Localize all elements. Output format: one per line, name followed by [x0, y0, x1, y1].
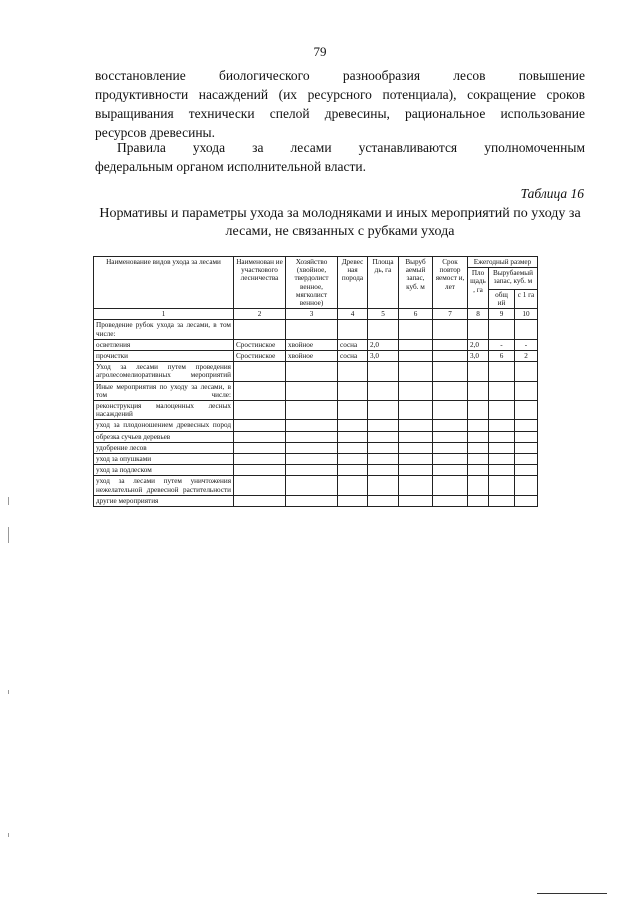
row-care-type: Уход за лесами путем проведения агролесомелиоративных мероприятий: [94, 362, 234, 381]
table-cell: [515, 401, 538, 420]
table-row: [94, 476, 538, 495]
table-cell: [433, 351, 468, 362]
table-row: [94, 442, 538, 453]
table-cell: [368, 362, 399, 381]
table-cell: [433, 431, 468, 442]
table-cell: [286, 320, 338, 339]
row-care-type: уход за подлеском: [94, 465, 234, 476]
table-cell: [234, 495, 286, 506]
care-norms-table: [93, 256, 538, 507]
table-cell: [433, 465, 468, 476]
table-cell: [433, 401, 468, 420]
column-number: 7: [433, 309, 468, 320]
table-cell: [286, 454, 338, 465]
header-tree-species: Древес ная порода: [338, 257, 368, 309]
margin-mark: [8, 833, 9, 837]
table-cell: [286, 495, 338, 506]
table-cell: [338, 381, 368, 400]
table-cell: -: [489, 339, 515, 350]
table-cell: [234, 431, 286, 442]
table-cell: [515, 431, 538, 442]
row-care-type: Проведение рубок ухода за лесами, в том числе:: [94, 320, 234, 339]
table-cell: [338, 401, 368, 420]
table-cell: [399, 420, 433, 431]
table-row: [94, 401, 538, 420]
row-care-type: реконструкция малоценных лесных насаждений: [94, 401, 234, 420]
table-cell: [286, 420, 338, 431]
paragraph-1-line-1: восстановление биологического разнообразия лесов повышение: [95, 68, 585, 83]
table-cell: [433, 339, 468, 350]
table-cell: [433, 495, 468, 506]
header-annual-area: Пло щадь , га: [468, 268, 489, 309]
table-cell: [338, 320, 368, 339]
table-cell: [399, 431, 433, 442]
table-cell: 2: [515, 351, 538, 362]
header-harvest-stock: Выруб аемый запас, куб. м: [399, 257, 433, 309]
margin-mark: [8, 527, 9, 543]
table-cell: [234, 442, 286, 453]
row-care-type: осветления: [94, 339, 234, 350]
margin-mark: [8, 690, 9, 694]
header-harvest-total: общ ий: [489, 289, 515, 308]
header-care-type: Наименование видов ухода за лесами: [94, 257, 234, 309]
table-cell: хвойное: [286, 351, 338, 362]
table-cell: [368, 454, 399, 465]
table-cell: [399, 495, 433, 506]
paragraph-1-line-3: выращивания технически спелой древесины, рациональное использование: [95, 106, 585, 121]
table-cell: [286, 465, 338, 476]
table-cell: [286, 401, 338, 420]
paragraph-2-line-1: Правила ухода за лесами устанавливаются уполномоченным: [117, 140, 585, 155]
table-cell: [468, 476, 489, 495]
table-cell: [368, 495, 399, 506]
table-cell: 3,0: [468, 351, 489, 362]
table-cell: [399, 351, 433, 362]
table-row: [94, 420, 538, 431]
column-number: 1: [94, 309, 234, 320]
table-cell: [338, 431, 368, 442]
table-cell: [234, 362, 286, 381]
table-cell: [338, 362, 368, 381]
table-cell: [489, 454, 515, 465]
table-cell: [368, 442, 399, 453]
column-number: 6: [399, 309, 433, 320]
table-row: [94, 431, 538, 442]
table-cell: [234, 381, 286, 400]
table-cell: [286, 431, 338, 442]
column-number: 2: [234, 309, 286, 320]
table-row: [94, 362, 538, 381]
table-cell: [489, 381, 515, 400]
row-care-type: обрезка сучьев деревьев: [94, 431, 234, 442]
table-title: Нормативы и параметры ухода за молодняками и иных мероприятий по уходу за лесами, не связанных с рубками ухода: [99, 206, 581, 239]
table-cell: [515, 420, 538, 431]
row-care-type: уход за опушками: [94, 454, 234, 465]
table-cell: [368, 476, 399, 495]
column-number: 8: [468, 309, 489, 320]
row-care-type: удобрение лесов: [94, 442, 234, 453]
table-cell: [468, 454, 489, 465]
table-cell: [468, 442, 489, 453]
column-number: 9: [489, 309, 515, 320]
row-care-type: Иные мероприятия по уходу за лесами, в том числе:: [94, 381, 234, 400]
table-body: [94, 320, 538, 507]
table-cell: [489, 476, 515, 495]
table-cell: [515, 495, 538, 506]
table-cell: хвойное: [286, 339, 338, 350]
table-cell: [468, 420, 489, 431]
table-cell: [368, 320, 399, 339]
paragraph-1-line-4: ресурсов древесины.: [95, 125, 216, 140]
table-cell: Сростинское: [234, 339, 286, 350]
table-cell: [234, 320, 286, 339]
table-row: [94, 495, 538, 506]
table-cell: [433, 320, 468, 339]
table-cell: [399, 476, 433, 495]
table-cell: [433, 381, 468, 400]
table-cell: [338, 420, 368, 431]
table-cell: [368, 465, 399, 476]
table-cell: [399, 381, 433, 400]
row-care-type: прочистки: [94, 351, 234, 362]
table-cell: [368, 431, 399, 442]
table-cell: 6: [489, 351, 515, 362]
header-area: Площа дь, га: [368, 257, 399, 309]
table-cell: [515, 465, 538, 476]
table-cell: -: [515, 339, 538, 350]
table-cell: [489, 442, 515, 453]
table-cell: [368, 420, 399, 431]
table-cell: [515, 442, 538, 453]
table-cell: [433, 476, 468, 495]
table-cell: [286, 381, 338, 400]
table-cell: сосна: [338, 339, 368, 350]
table-row: [94, 454, 538, 465]
table-cell: [515, 320, 538, 339]
table-cell: [399, 465, 433, 476]
paragraph-2-line-2: федеральным органом исполнительной власти.: [95, 159, 367, 174]
table-cell: [286, 362, 338, 381]
table-cell: [338, 465, 368, 476]
header-annual-size: Ежегодный размер: [468, 257, 538, 268]
table-cell: [234, 454, 286, 465]
table-cell: [368, 381, 399, 400]
table-cell: 2,0: [368, 339, 399, 350]
table-cell: [468, 381, 489, 400]
footer-rule: [537, 893, 607, 894]
table-row: [94, 465, 538, 476]
table-cell: [433, 420, 468, 431]
table-caption: Таблица 16: [520, 186, 584, 201]
header-annual-harvest: Вырубаемый запас, куб. м: [489, 268, 538, 290]
table-cell: [433, 442, 468, 453]
table-cell: [468, 431, 489, 442]
header-forestry-district: Наименован ие участкового лесничества: [234, 257, 286, 309]
table-cell: [338, 454, 368, 465]
row-care-type: другие мероприятия: [94, 495, 234, 506]
table-cell: 3,0: [368, 351, 399, 362]
table-cell: [489, 420, 515, 431]
table-cell: [338, 476, 368, 495]
page-number: 79: [313, 44, 327, 59]
table-cell: [489, 401, 515, 420]
table-cell: [368, 401, 399, 420]
table-cell: [489, 495, 515, 506]
table-row: [94, 381, 538, 400]
table-cell: [399, 362, 433, 381]
table-cell: [489, 465, 515, 476]
row-care-type: уход за лесами путем уничтожения нежелательной древесной растительности: [94, 476, 234, 495]
column-number: 10: [515, 309, 538, 320]
table-cell: сосна: [338, 351, 368, 362]
table-cell: 2,0: [468, 339, 489, 350]
table-cell: [399, 339, 433, 350]
table-cell: [489, 431, 515, 442]
table-cell: [468, 401, 489, 420]
table-cell: Сростинское: [234, 351, 286, 362]
table-cell: [399, 442, 433, 453]
table-cell: [489, 362, 515, 381]
table-cell: [234, 401, 286, 420]
table-cell: [515, 476, 538, 495]
header-harvest-per-ha: с 1 га: [515, 289, 538, 308]
table-cell: [489, 320, 515, 339]
table-row: [94, 339, 538, 350]
table-cell: [468, 362, 489, 381]
table-cell: [468, 465, 489, 476]
paragraph-2: [95, 138, 585, 176]
table-cell: [433, 362, 468, 381]
table-cell: [468, 495, 489, 506]
table-cell: [338, 495, 368, 506]
table-cell: [515, 454, 538, 465]
table-cell: [234, 476, 286, 495]
header-economy: Хозяйство (хвойное, твердолист венное, мягколист венное): [286, 257, 338, 309]
paragraph-1: [95, 66, 585, 142]
table-cell: [286, 476, 338, 495]
table-cell: [515, 362, 538, 381]
table-cell: [234, 465, 286, 476]
column-number: 5: [368, 309, 399, 320]
paragraph-1-line-2: продуктивности насаждений (их ресурсного потенциала), сокращение сроков: [95, 87, 585, 102]
header-repeat-period: Срок повтор яемост и, лет: [433, 257, 468, 309]
table-row: [94, 320, 538, 339]
table-cell: [399, 401, 433, 420]
table-cell: [433, 454, 468, 465]
column-numbers-row: [94, 309, 538, 320]
column-number: 4: [338, 309, 368, 320]
table-cell: [468, 320, 489, 339]
table-cell: [399, 320, 433, 339]
margin-mark: [8, 497, 9, 505]
column-number: 3: [286, 309, 338, 320]
table-cell: [338, 442, 368, 453]
table-row: [94, 351, 538, 362]
table-cell: [515, 381, 538, 400]
table-cell: [399, 454, 433, 465]
table-cell: [286, 442, 338, 453]
row-care-type: уход за плодоношением древесных пород: [94, 420, 234, 431]
table-cell: [234, 420, 286, 431]
